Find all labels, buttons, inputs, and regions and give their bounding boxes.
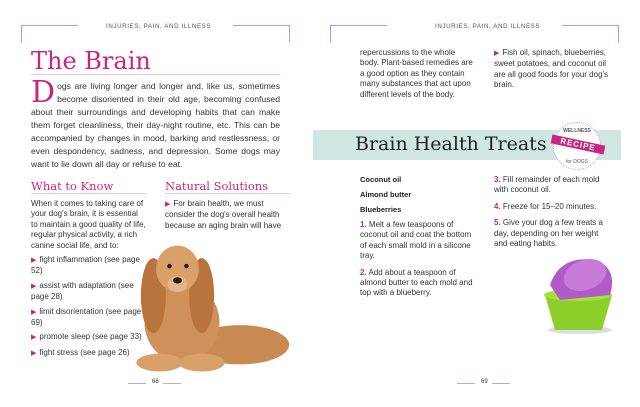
list-item: ▶ fight inflammation (see page 52) <box>31 255 140 276</box>
natural-solutions-section <box>165 180 290 231</box>
continued-text: repercussions to the whole body. Plant-based remedies are a good option as they contain many substances that act upon different levels of the body. <box>360 48 473 99</box>
header-rule <box>233 25 290 26</box>
folio-rule <box>163 383 181 384</box>
page-number: 68 <box>152 379 159 385</box>
badge-ribbon: RECIPE <box>551 134 606 154</box>
page-number: 69 <box>481 379 488 385</box>
list-item: ▶ limit disorientation (see page 69) <box>31 306 142 328</box>
recipe-step: 5. Give your dog a few treats a day, depending on her weight and eating habits. <box>494 218 603 249</box>
intro-text: When it comes to taking care of your dog's brain, it is essential to maintain a good quality of life, regular physical activity, a rich canine social life, and to: <box>31 199 146 250</box>
list-item: ▶ assist with adaptation (see page 28) <box>31 280 134 302</box>
list-item: ▶ promote sleep (see page 33) <box>31 332 142 342</box>
recipe-step: 2. Add about a teaspoon of almond butter to each mold and top with a blueberry. <box>360 267 473 298</box>
folio-rule <box>457 383 475 384</box>
folio-rule <box>128 383 146 384</box>
steps-list <box>360 220 475 299</box>
recipe-left-column <box>360 175 475 305</box>
bullet-icon: ▶ <box>31 257 37 265</box>
step-number: 2. <box>360 267 367 277</box>
drop-cap: D <box>31 75 56 110</box>
ingredient: Blueberries <box>360 205 402 214</box>
ingredient-list <box>360 175 475 214</box>
ingredient: Coconut oil <box>360 175 402 184</box>
ingredient: Almond butter <box>360 190 412 199</box>
list-item: ▶ fight stress (see page 26) <box>31 347 130 357</box>
running-head: INJURIES, PAIN, AND ILLNESS <box>435 23 541 30</box>
step-number: 1. <box>360 220 367 229</box>
steps-list <box>494 175 609 255</box>
header-rule <box>618 25 619 42</box>
dog-photo <box>128 242 294 376</box>
header-rule <box>289 25 290 42</box>
bullet-icon: ▶ <box>494 50 500 57</box>
bullet-icon: ▶ <box>31 282 37 290</box>
silicone-molds-photo <box>540 250 620 335</box>
step-number: 5. <box>494 218 501 228</box>
header-rule <box>21 25 78 26</box>
wellness-recipe-badge <box>553 122 601 170</box>
header-rule <box>330 25 331 42</box>
bullet-icon: ▶ <box>165 201 171 208</box>
bullet-text: ▶ For brain health, we must consider the dog's overall health because an aging brain will have <box>165 199 282 230</box>
recipe-step: 1. Melt a few teaspoons of coconut oil and coat the bottom of each small mold in a silicone tray. <box>360 220 472 261</box>
step-number: 4. <box>494 201 501 211</box>
recipe-step: 3. Fill remainder of each mold with coconut oil. <box>494 175 600 195</box>
bullet-icon: ▶ <box>31 308 37 316</box>
header-rule <box>562 25 619 26</box>
bullet-icon: ▶ <box>31 349 37 357</box>
running-head: INJURIES, PAIN, AND ILLNESS <box>106 23 212 30</box>
badge-top-text: WELLNESS <box>563 128 591 134</box>
bullet-icon: ▶ <box>31 334 37 342</box>
badge-bottom-text: for DOGS <box>566 159 588 165</box>
bullet-text: ▶ Fish oil, spinach, blueberries, sweet potatoes, and coconut oil are all good foods for your dog's brain. <box>494 48 609 90</box>
section-heading: What to Know <box>31 180 146 194</box>
header-rule <box>21 25 22 42</box>
folio-rule <box>492 383 510 384</box>
recipe-step: 4. Freeze for 15–20 minutes. <box>494 201 597 211</box>
recipe-title: Brain Health Treats <box>355 133 547 155</box>
page-title: The Brain <box>31 48 280 75</box>
section-heading: Natural Solutions <box>165 180 290 194</box>
lead-paragraph: Dogs are living longer and longer and, like us, sometimes become disoriented in their old age, becoming confused about their surroundings and developing habits that can make them forget cleanliness, their day-night routine, etc. This can be accompanied by changes in mood, barking and restlessness, or even despondency, sadness, and depression. Some dogs may want to lie down all day or refuse to eat. <box>31 75 280 169</box>
step-number: 3. <box>494 175 501 184</box>
header-rule <box>330 25 387 26</box>
